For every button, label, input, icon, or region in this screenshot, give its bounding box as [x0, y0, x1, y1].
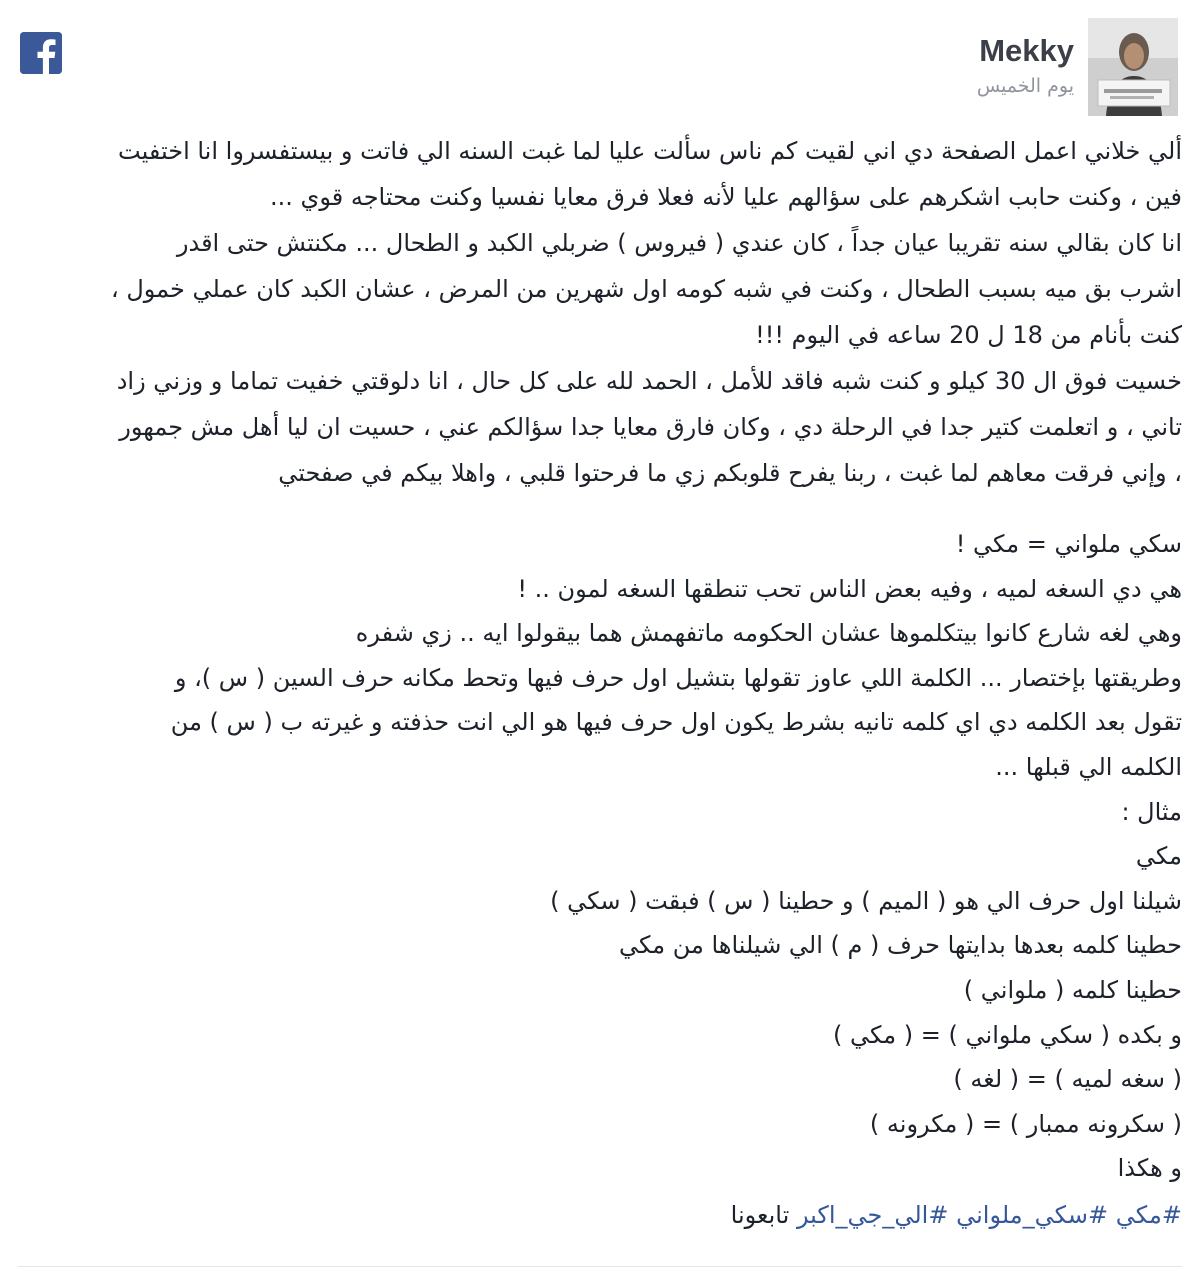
post-text-line: اشرب بق ميه بسبب الطحال ، وكنت في شبه كومه اول شهرين من المرض ، عشان الكبد كان عملي خمول ،	[110, 275, 1182, 303]
post-text-line: تاني ، و اتعلمت كتير جدا في الرحلة دي ، وكان فارق معايا جدا سؤالكم عني ، حسيت ان ليا أهل مش جمهور	[119, 413, 1182, 441]
post-text-line: فين ، وكنت حابب اشكرهم على سؤالهم عليا لأنه فعلا فرق معايا نفسيا وكنت محتاجه قوي ...	[270, 183, 1182, 211]
post-text-line: خسيت فوق ال 30 كيلو و كنت شبه فاقد للأمل ، الحمد لله على كل حال ، انا دلوقتي خفيت تماما و وزني زاد	[116, 367, 1182, 395]
intro-paragraph	[14, 128, 1182, 496]
post-text-line: ، وإني فرقت معاهم لما غبت ، ربنا يفرح قلوبكم زي ما فرحتوا قلبي ، واهلا بيكم في صفحتي	[278, 459, 1182, 487]
post-text-line: حطينا كلمه ( ملواني )	[963, 975, 1182, 1004]
post-text-line: ( سكرونه ممبار ) = ( مكرونه )	[869, 1109, 1182, 1138]
hashtag-link[interactable]: #مكي	[1115, 1200, 1182, 1229]
hashtag-line	[14, 1193, 1182, 1238]
divider	[18, 1266, 1182, 1267]
post-timestamp[interactable]: يوم الخميس	[976, 75, 1074, 97]
post-text-line: و هكذا	[1117, 1154, 1182, 1183]
post-text-line: انا كان بقالي سنه تقريبا عيان جداً ، كان عندي ( فيروس ) ضربلي الكبد و الطحال ... مكنتش حتى اقدر	[176, 229, 1182, 257]
explanation-block	[14, 522, 1182, 1191]
post-text-line: شيلنا اول حرف الي هو ( الميم ) و حطينا ( س ) فبقت ( سكي )	[550, 886, 1182, 915]
facebook-icon[interactable]	[20, 32, 62, 74]
post-text-line: سكي ملواني = مكي !	[955, 530, 1182, 558]
post-text-line: تقول بعد الكلمه دي اي كلمه تانيه بشرط يكون اول حرف فيها هو الي انت حذفته و غيرته ب ( س ) من	[170, 708, 1182, 737]
post-body	[14, 128, 1182, 1238]
post-text-line: و بكده ( سكي ملواني ) = ( مكي )	[833, 1020, 1182, 1049]
post-text-line: الكلمه الي قبلها ...	[995, 752, 1182, 781]
post-tail-text: تابعونا	[730, 1200, 790, 1229]
post-text-line: ألي خلاني اعمل الصفحة دي اني لقيت كم ناس سألت عليا لما غبت السنه الي فاتت و بيستفسروا انا اختفيت	[118, 137, 1182, 165]
author-name[interactable]: Mekky	[979, 33, 1074, 68]
post-text-line: وطريقتها بإختصار ... الكلمة اللي عاوز تقولها بتشيل اول حرف فيها وتحط مكانه حرف السين ( س )، و	[174, 663, 1182, 692]
post-header	[977, 18, 1178, 118]
post-text-line: ( سغه لميه ) = ( لغه )	[953, 1065, 1182, 1094]
hashtag-link[interactable]: #الي_جي_اكبر	[796, 1200, 949, 1229]
post-text-line: حطينا كلمه بعدها بدايتها حرف ( م ) الي شيلناها من مكي	[618, 931, 1182, 960]
post-text-line: مكي	[1135, 842, 1182, 871]
avatar[interactable]	[1088, 18, 1178, 116]
post-text-line: كنت بأنام من 18 ل 20 ساعه في اليوم !!!	[755, 321, 1182, 349]
post-text-line: وهي لغه شارع كانوا بيتكلموها عشان الحكومه ماتفهمش هما بيقولوا ايه .. زي شفره	[355, 619, 1182, 648]
post-text-line: مثال :	[1121, 797, 1182, 826]
post-text-line: هي دي السغه لميه ، وفيه بعض الناس تحب تنطقها السغه لمون .. !	[517, 574, 1182, 603]
profile-photo-icon	[1088, 18, 1178, 116]
hashtag-link[interactable]: #سكي_ملواني	[956, 1200, 1109, 1229]
post-meta	[977, 32, 1074, 98]
paragraph-gap	[14, 496, 1182, 522]
